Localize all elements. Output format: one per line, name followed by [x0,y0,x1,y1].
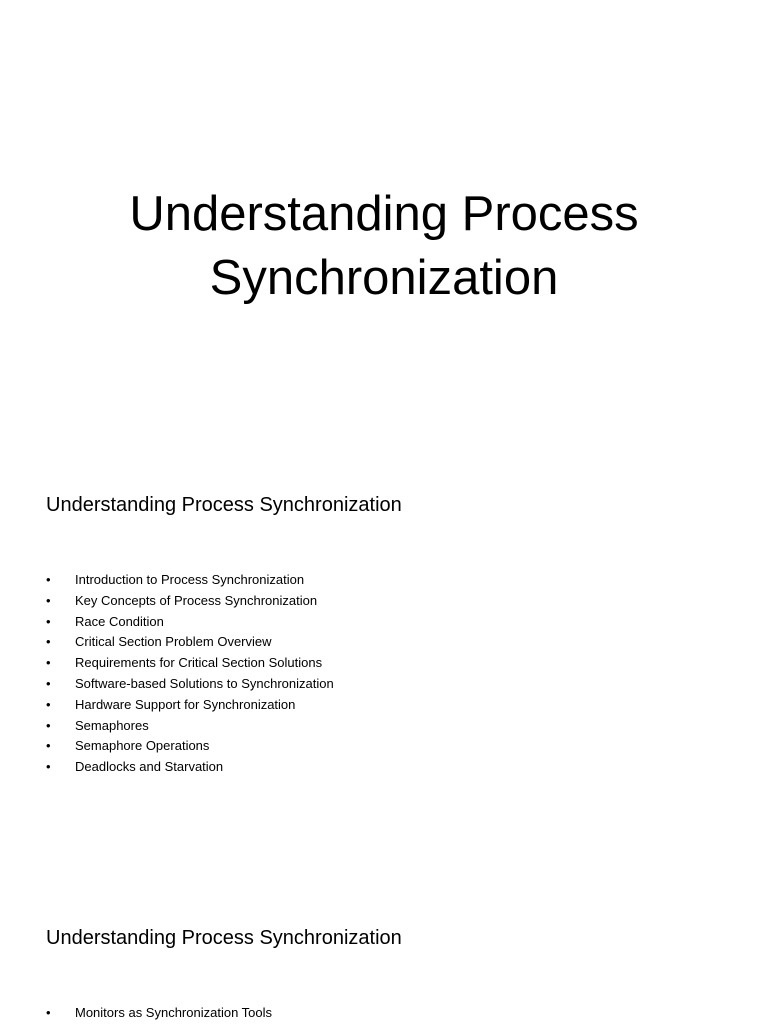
list-item [46,674,334,695]
list-item-label: Monitors as Synchronization Tools [75,1005,273,1020]
bullet-icon: • [46,613,51,629]
list-item [46,695,334,716]
list-item-label: Race Condition [75,613,164,629]
bullet-icon: • [46,572,51,587]
bullet-icon: • [46,634,51,650]
list-item-label: Deadlocks and Starvation [75,759,224,775]
section-heading: Understanding Process Synchronization [46,494,402,516]
bullet-icon: • [46,592,51,608]
list-item [46,591,334,612]
list-item-label: Requirements for Critical Section Solutions [75,655,323,671]
list-item-label: Introduction to Process Synchronization [75,572,305,587]
list-item [46,736,334,757]
bullet-icon: • [46,1005,51,1020]
slide-title: Understanding Process Synchronization [129,187,639,305]
list-item [46,757,334,778]
section-heading: Understanding Process Synchronization [46,927,402,949]
list-item [46,653,334,674]
list-item-label: Hardware Support for Synchronization [75,696,296,712]
list-item [46,632,334,653]
bullet-list [46,1003,272,1024]
bullet-icon: • [46,655,51,671]
list-item [46,612,334,633]
list-item [46,716,334,737]
list-item-label: Critical Section Problem Overview [75,634,272,650]
bullet-icon: • [46,759,51,775]
list-item [46,570,334,591]
bullet-icon: • [46,717,51,733]
list-item-label: Key Concepts of Process Synchronization [75,592,318,608]
bullet-icon: • [46,738,51,754]
list-item-label: Semaphore Operations [75,738,210,754]
bullet-icon: • [46,696,51,712]
list-item-label: Semaphores [75,717,149,733]
bullet-list [46,570,334,778]
list-item [46,1003,272,1024]
bullet-icon: • [46,675,51,691]
list-item-label: Software-based Solutions to Synchronization [75,675,334,691]
